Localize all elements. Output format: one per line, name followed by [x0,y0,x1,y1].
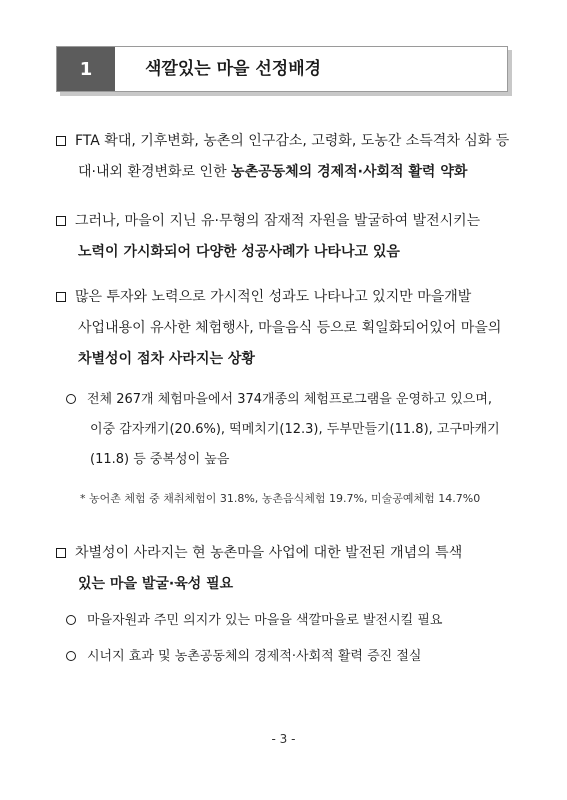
page-number: - 3 - [271,732,296,746]
heading-title: 색깔있는 마을 선정배경 [145,59,322,79]
circle-bullet-icon [66,615,76,625]
section3-line2: 사업내용이 유사한 체험행사, 마을음식 등으로 획일화되어있어 마을의 [78,320,502,336]
heading-number: 1 [57,47,115,91]
sub3-line2: 이중 감자캐기(20.6%), 떡메치기(12.3), 두부만들기(11.8), 고구마캐기 [90,422,500,437]
bullet-section-3 [56,282,501,375]
section-heading [56,46,508,92]
square-bullet-icon [56,136,66,146]
sub-bullet-4a [66,606,442,636]
circle-bullet-icon [66,394,76,404]
footnote: * 농어촌 체험 중 채취체험이 31.8%, 농촌음식체험 19.7%, 미술공예체험 14.7%0 [80,492,481,505]
sub3-line3: (11.8) 등 중복성이 높음 [90,452,230,467]
section4-line2: 있는 마을 발굴·육성 필요 [78,576,234,592]
section2-line2a: 노력이 가시화되어 [78,244,196,260]
sub-bullet-3 [66,385,500,475]
sub-bullet-4b [66,642,421,672]
bullet-section-1 [56,126,509,188]
square-bullet-icon [56,548,66,558]
bullet-section-4 [56,538,462,600]
square-bullet-icon [56,292,66,302]
section4-line1: 차별성이 사라지는 현 농촌마을 사업에 대한 발전된 개념의 특색 [75,545,463,561]
sub4b-text: 시너지 효과 및 농촌공동체의 경제적·사회적 활력 증진 절실 [87,649,422,664]
section1-line1: FTA 확대, 기후변화, 농촌의 인구감소, 고령화, 도농간 소득격차 심화 등 [75,133,510,149]
section2-line1: 그러나, 마을이 지닌 유·무형의 잠재적 자원을 발굴하여 발전시키는 [75,213,481,229]
section3-line1: 많은 투자와 노력으로 가시적인 성과도 나타나고 있지만 마을개발 [75,289,472,305]
section1-line2a: 대·내외 환경변화로 인한 [78,164,232,180]
sub4a-text: 마을자원과 주민 의지가 있는 마을을 색깔마을로 발전시킬 필요 [87,613,443,628]
section3-line3: 차별성이 점차 사라지는 상황 [78,351,255,367]
sub3-line1: 전체 267개 체험마을에서 374개종의 체험프로그램을 운영하고 있으며, [87,392,493,407]
square-bullet-icon [56,216,66,226]
bullet-section-2 [56,206,480,268]
section1-line2b: 농촌공동체의 경제적·사회적 활력 약화 [231,164,468,180]
circle-bullet-icon [66,651,76,661]
section2-line2b: 다양한 성공사례가 나타나고 있음 [195,244,400,260]
